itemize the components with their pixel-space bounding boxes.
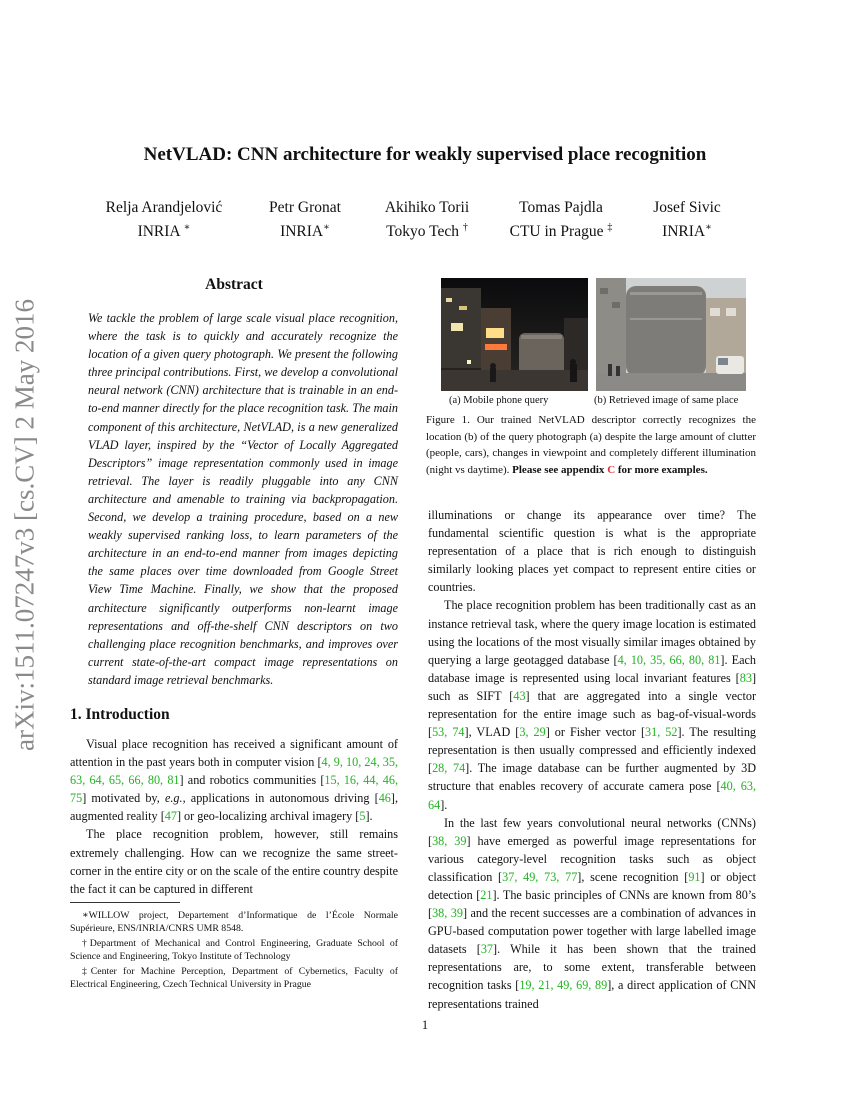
- author-name: Relja Arandjelović: [105, 199, 223, 216]
- citation-link[interactable]: 19, 21, 49, 69, 89: [519, 978, 608, 993]
- intro-paragraph-2: The place recognition problem, however, still remains extremely challenging. How can we recognize the same street-corner in the entire city or on the scale of the entire country despite the fact it can be captured in different: [70, 827, 398, 896]
- query-photo: [441, 278, 588, 391]
- citation-link[interactable]: 3, 29: [519, 725, 546, 740]
- right-paragraph-2: In the last few years convolutional neural networks (CNNs) [38, 39] have emerged as powerful image representations for various category-level recognition tasks such as object classification [37, 49, 73, 77], scene recognition [91] or object detection [21]. The basic principles of CNNs are known from 80’s [38, 39] and the recent successes are a combination of advances in GPU-based computation power together with large labelled image datasets [37]. While it has been shown that the trained representations are, to some extent, transferable between recognition tasks [19, 21, 49, 69, 89], a direct application of CNN representations trained: [428, 815, 757, 1011]
- author-name: Josef Sivic: [653, 199, 721, 216]
- citation-link[interactable]: 53, 74: [432, 725, 465, 740]
- page-number: 1: [421, 1018, 429, 1032]
- appendix-link[interactable]: C: [607, 463, 616, 476]
- abstract-heading: Abstract: [205, 276, 263, 293]
- citation-link[interactable]: 43: [513, 688, 526, 703]
- footnote-2: †Department of Mechanical and Control Engineering, Graduate School of Science and Engineering, Tokyo Institute of Technology: [70, 938, 398, 962]
- citation-link[interactable]: 4, 10, 35, 66, 80, 81: [617, 652, 721, 667]
- footnote-1: ∗WILLOW project, Departement d’Informatique de l’École Normale Supérieure, ENS/INRIA/CNRS UMR 8548.: [70, 910, 398, 934]
- footnote-rule: [70, 902, 180, 903]
- citation-link[interactable]: 28, 74: [432, 761, 466, 776]
- citation-link[interactable]: 15, 16, 44, 46, 75: [70, 773, 399, 806]
- citation-link[interactable]: 21: [480, 887, 493, 902]
- paper-title: NetVLAD: CNN architecture for weakly supervised place recognition: [143, 144, 707, 165]
- citation-link[interactable]: 37: [480, 942, 494, 957]
- right-column: [428, 506, 756, 1013]
- author-affil: CTU in Prague ‡: [509, 222, 613, 241]
- author-affil: INRIA∗: [662, 222, 712, 241]
- citation-link[interactable]: 46: [378, 791, 391, 806]
- citation-link[interactable]: 31, 52: [645, 725, 678, 740]
- author-name: Akihiko Torii: [384, 199, 470, 216]
- footnotes: [70, 902, 398, 993]
- arxiv-stamp-text: arXiv:1511.07247v3 [cs.CV] 2 May 2016: [9, 299, 40, 751]
- intro-column: [70, 735, 398, 898]
- subcaption-b: (b) Retrieved image of same place: [594, 395, 739, 406]
- author-5: [640, 198, 734, 242]
- citation-link[interactable]: 38, 39: [432, 833, 467, 848]
- author-1: [99, 198, 229, 242]
- citation-link[interactable]: 5: [359, 809, 366, 824]
- section-heading-introduction: 1. Introduction: [70, 706, 170, 723]
- author-affil: INRIA∗: [280, 222, 330, 241]
- citation-link[interactable]: 38, 39: [432, 906, 463, 921]
- subcaption-a: (a) Mobile phone query: [449, 395, 549, 406]
- citation-link[interactable]: 4, 9, 10, 24, 35, 63, 64, 65, 66, 80, 81: [70, 755, 398, 788]
- intro-paragraph-1: Visual place recognition has received a significant amount of attention in the past years both in computer vision [4, 9, 10, 24, 35, 63, 64, 65, 66, 80, 81] and robotics communities [15, 16, 44, 46, 75] motivated by, e.g., applications in autonomous driving [46], augmented reality [47] or geo-localizing archival imagery [5].: [70, 737, 399, 824]
- right-paragraph-1: The place recognition problem has been traditionally cast as an instance retrieval task, where the query image location is estimated using the locations of the most visually similar images obtained by querying a large geotagged database [4, 10, 35, 66, 80, 81]. Each database image is represented using local invariant features [83] such as SIFT [43] that are aggregated into a single vector representation for the entire image such as bag-of-visual-words [53, 74], VLAD [3, 29] or Fisher vector [31, 52]. The resulting representation is then usually compressed and efficiently indexed [28, 74]. The image database can be further augmented by 3D structure that enables recovery of accurate camera pose [40, 63, 64].: [428, 598, 757, 812]
- author-3: [373, 198, 481, 242]
- author-affil: Tokyo Tech †: [386, 222, 468, 241]
- author-4: [500, 198, 622, 242]
- author-2: [258, 198, 352, 242]
- author-name: Petr Gronat: [269, 199, 341, 216]
- abstract-text: We tackle the problem of large scale visual place recognition, where the task is to quickly and accurately recognize the location of a given query photograph. We present the following three principal contributions. First, we develop a convolutional neural network (CNN) architecture that is trainable in an end-to-end manner directly for the place recognition task. The main component of this architecture, NetVLAD, is a new generalized VLAD layer, inspired by the “Vector of Locally Aggregated Descriptors” image representation commonly used in image retrieval. The layer is readily pluggable into any CNN architecture and amenable to training via backpropagation. Second, we develop a training procedure, based on a new weakly supervised ranking loss, to learn parameters of the architecture in an end-to-end manner from images depicting the same places over time downloaded from Google Street View Time Machine. Finally, we show that the proposed architecture significantly outperforms non-learnt image representations and off-the-shelf CNN descriptors on two challenging place recognition benchmarks, and improves over current state-of-the-art compact image representations on standard image retrieval benchmarks.: [88, 311, 398, 687]
- citation-link[interactable]: 40, 63, 64: [428, 779, 756, 812]
- citation-link[interactable]: 37, 49, 73, 77: [502, 869, 578, 884]
- figure-caption: Figure 1. Our trained NetVLAD descriptor correctly recognizes the location (b) of the query photograph (a) despite the large amount of clutter (people, cars), changes in viewpoint and completely different illumination (night vs daytime). Please see appendix C for more examples.: [426, 414, 756, 476]
- author-affil: INRIA ∗: [137, 222, 191, 241]
- retrieved-photo: [596, 278, 746, 391]
- footnote-3: ‡Center for Machine Perception, Department of Cybernetics, Faculty of Electrical Engineering, Czech Technical University in Prague: [70, 966, 398, 990]
- author-name: Tomas Pajdla: [519, 199, 603, 216]
- citation-link[interactable]: 91: [688, 869, 701, 884]
- right-paragraph-0: illuminations or change its appearance over time? The fundamental scientific question is what is the appropriate representation of a place that is rich enough to distinguish similarly looking places yet compact to represent entire cities or countries.: [428, 508, 756, 595]
- citation-link[interactable]: 83: [739, 670, 752, 685]
- citation-link[interactable]: 47: [164, 809, 177, 824]
- arxiv-stamp: [0, 290, 50, 760]
